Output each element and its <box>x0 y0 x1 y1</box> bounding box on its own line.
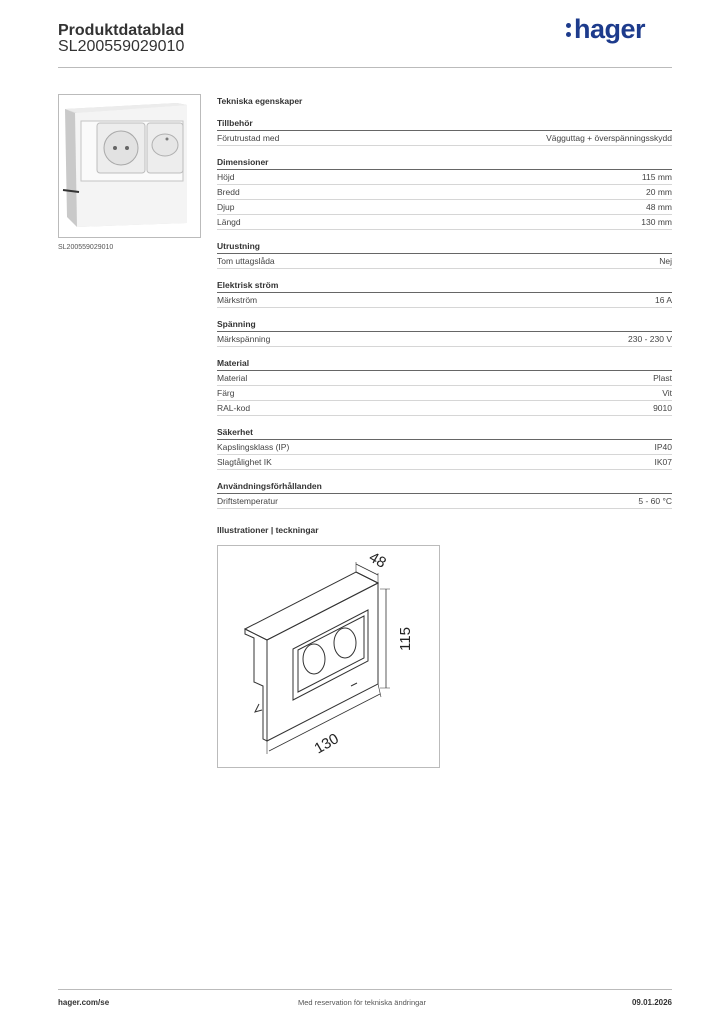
spec-row <box>217 455 672 470</box>
spec-group-title: Utrustning <box>217 241 672 254</box>
spec-label: RAL-kod <box>217 403 251 413</box>
spec-group-title: Elektrisk ström <box>217 280 672 293</box>
logo-dots-icon <box>566 21 572 39</box>
hager-logo[interactable] <box>566 14 645 45</box>
spec-value: 115 mm <box>641 172 672 182</box>
spec-value: IP40 <box>654 442 672 452</box>
photo-caption: SL200559029010 <box>58 244 114 251</box>
spec-label: Material <box>217 373 248 383</box>
logo-text: hager <box>574 14 646 44</box>
spec-label: Djup <box>217 202 235 212</box>
spec-group-title: Tillbehör <box>217 118 672 131</box>
spec-value: Nej <box>659 256 672 266</box>
spec-group <box>217 241 672 269</box>
dimension-depth-label: 48 <box>366 548 389 572</box>
footer-website-link[interactable]: hager.com/se <box>58 998 110 1007</box>
spec-group-title: Användningsförhållanden <box>217 481 672 494</box>
spec-label: Tom uttagslåda <box>217 256 275 266</box>
spec-value: Vägguttag + överspänningsskydd <box>546 133 672 143</box>
spec-value: 130 mm <box>641 217 672 227</box>
spec-group <box>217 280 672 308</box>
spec-group-title: Säkerhet <box>217 427 672 440</box>
spec-value: 230 - 230 V <box>628 334 672 344</box>
spec-group <box>217 481 672 509</box>
spec-group <box>217 157 672 230</box>
illustration-drawing <box>217 545 440 768</box>
spec-group-title: Spänning <box>217 319 672 332</box>
footer-date: 09.01.2026 <box>631 998 672 1007</box>
specs-panel <box>217 96 672 520</box>
spec-label: Driftstemperatur <box>217 496 278 506</box>
spec-group <box>217 118 672 146</box>
product-code: SL200559029010 <box>58 38 185 55</box>
spec-value: Plast <box>653 373 672 383</box>
spec-label: Höjd <box>217 172 235 182</box>
product-photo <box>58 94 201 238</box>
footer-disclaimer: Med reservation för tekniska ändringar <box>298 998 426 1007</box>
spec-label: Förutrustad med <box>217 133 280 143</box>
header-divider <box>58 67 672 68</box>
spec-group-title: Material <box>217 358 672 371</box>
spec-value: 20 mm <box>646 187 672 197</box>
spec-group-title: Dimensioner <box>217 157 672 170</box>
spec-value: 16 A <box>654 295 672 305</box>
spec-row <box>217 254 672 269</box>
spec-row <box>217 200 672 215</box>
dimension-length-label: 130 <box>311 730 342 758</box>
spec-label: Slagtålighet IK <box>217 457 272 467</box>
spec-value: 9010 <box>653 403 672 413</box>
spec-label: Bredd <box>217 187 240 197</box>
spec-label: Märkspänning <box>217 334 271 344</box>
spec-row <box>217 401 672 416</box>
spec-label: Färg <box>217 388 235 398</box>
spec-label: Längd <box>217 217 241 227</box>
spec-row <box>217 131 672 146</box>
spec-row <box>217 494 672 509</box>
spec-row <box>217 215 672 230</box>
spec-row <box>217 185 672 200</box>
spec-row <box>217 170 672 185</box>
spec-group <box>217 319 672 347</box>
spec-label: Märkström <box>217 295 258 305</box>
spec-row <box>217 440 672 455</box>
dimension-height-label: 115 <box>397 627 414 651</box>
footer-divider <box>58 989 672 990</box>
spec-group <box>217 427 672 470</box>
spec-label: Kapslingsklass (IP) <box>217 442 290 452</box>
spec-value: Vit <box>662 388 672 398</box>
spec-group <box>217 358 672 416</box>
product-photo-image <box>59 95 200 237</box>
dimension-drawing <box>218 546 439 767</box>
page-title: Produktdatablad <box>58 22 185 39</box>
spec-row <box>217 386 672 401</box>
spec-row <box>217 371 672 386</box>
spec-value: 48 mm <box>646 202 672 212</box>
specs-title: Tekniska egenskaper <box>217 96 303 106</box>
spec-row <box>217 332 672 347</box>
illustration-title: Illustrationer | teckningar <box>217 525 319 535</box>
spec-value: 5 - 60 °C <box>638 496 672 506</box>
spec-value: IK07 <box>654 457 672 467</box>
spec-row <box>217 293 672 308</box>
